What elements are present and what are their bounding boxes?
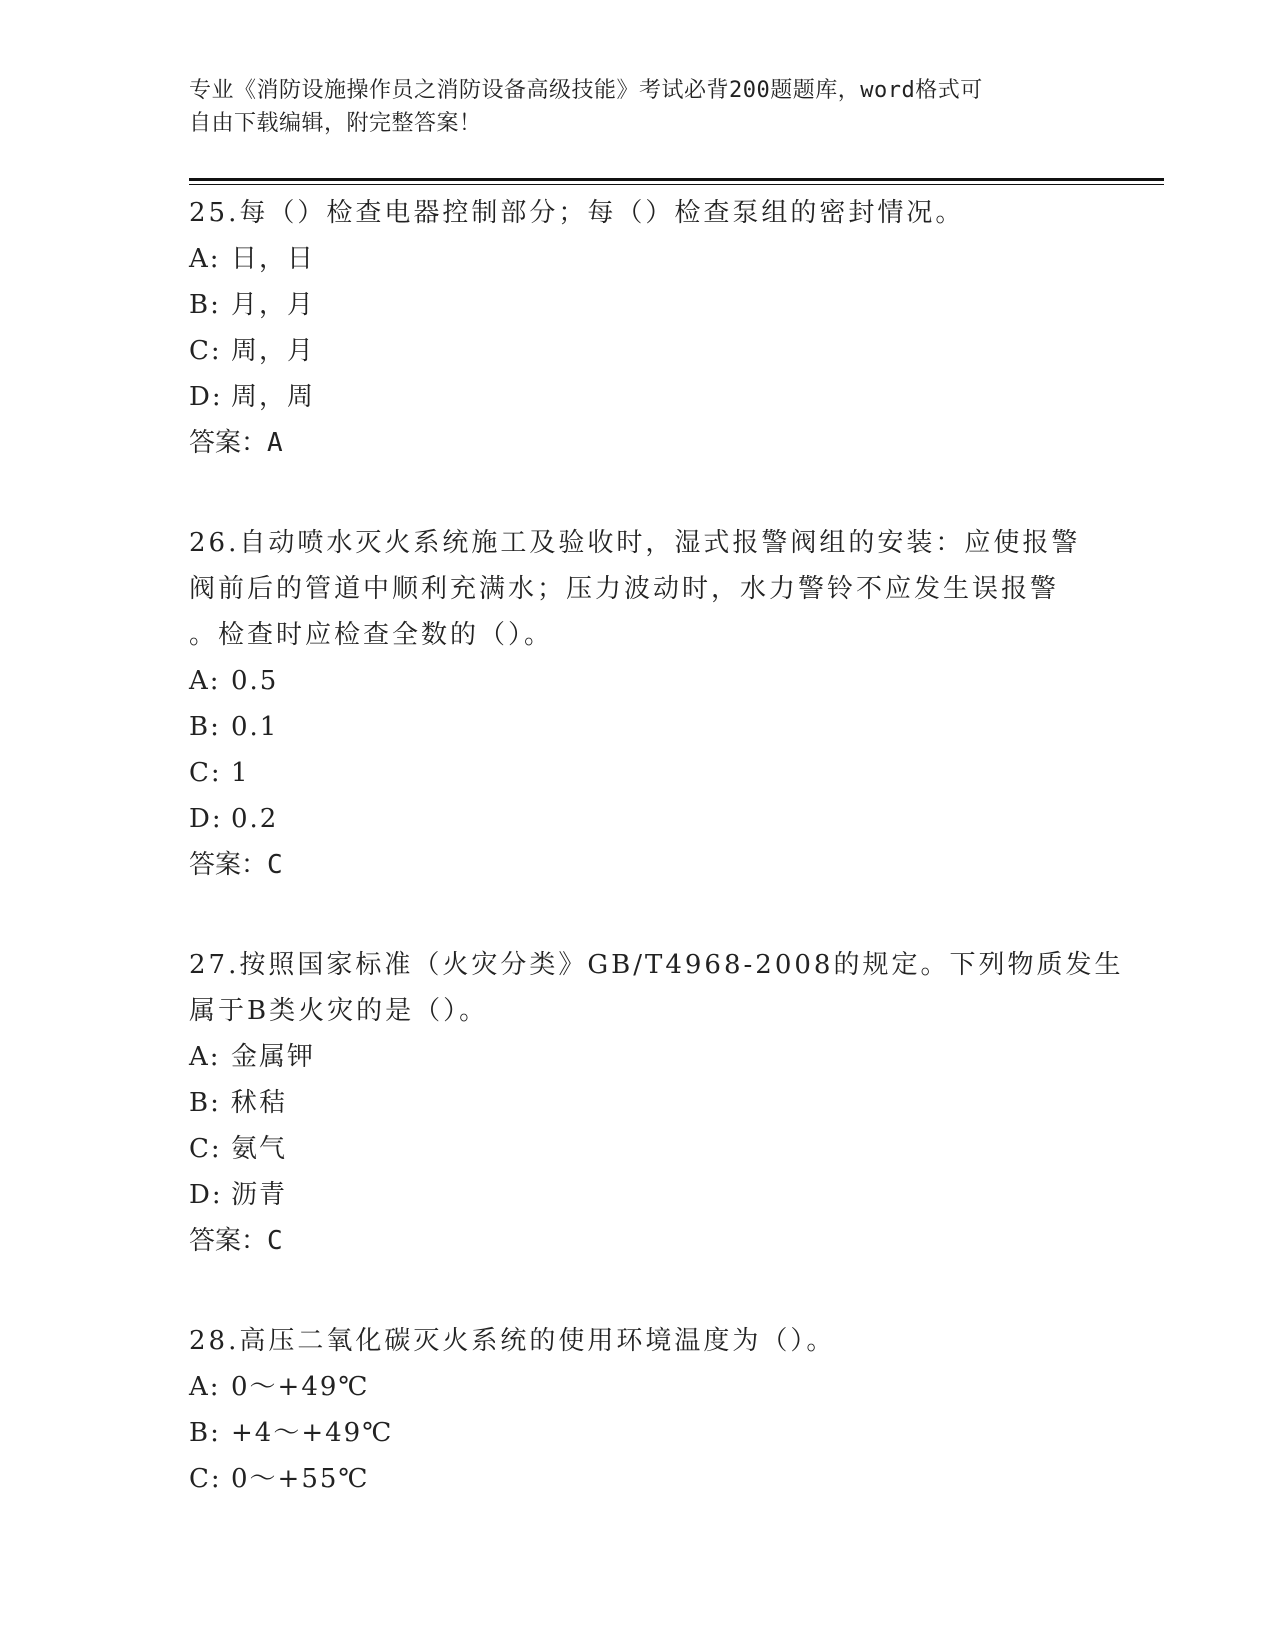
- question-text: 阀前后的管道中顺利充满水；压力波动时，水力警铃不应发生误报警: [189, 574, 1060, 604]
- option-letter: A:: [189, 666, 221, 696]
- question-28: [189, 1318, 1089, 1502]
- option-letter: D:: [189, 1180, 223, 1210]
- option-b: [189, 1080, 1089, 1126]
- option-c: [189, 1456, 1089, 1502]
- option-letter: C:: [189, 758, 222, 788]
- option-letter: A:: [189, 1372, 221, 1402]
- answer-line: 答案：A: [189, 428, 283, 458]
- answer-line: 答案：C: [189, 1226, 283, 1256]
- option-text: 氨气: [231, 1134, 288, 1164]
- option-text: 0.2: [231, 804, 279, 834]
- option-b: [189, 704, 1089, 750]
- option-text: 周，月: [231, 336, 316, 366]
- option-text: 0.1: [231, 712, 279, 742]
- option-c: [189, 1126, 1089, 1172]
- question-text: 27.按照国家标准（火灾分类》GB/T4968-2008的规定。下列物质发生: [189, 950, 1124, 980]
- option-text: +4～+49℃: [231, 1418, 394, 1448]
- option-d: [189, 796, 1089, 842]
- option-b: [189, 282, 1089, 328]
- option-a: [189, 1364, 1089, 1410]
- option-a: [189, 658, 1089, 704]
- answer-line: 答案：C: [189, 850, 283, 880]
- option-letter: B:: [189, 712, 221, 742]
- question-text: 属于B类火灾的是（）。: [189, 996, 489, 1026]
- document-header: [189, 74, 1089, 140]
- option-text: 月，月: [231, 290, 316, 320]
- option-c: [189, 328, 1089, 374]
- option-text: 1: [231, 758, 250, 788]
- option-d: [189, 1172, 1089, 1218]
- header-line-2: 自由下载编辑，附完整答案！: [189, 111, 482, 136]
- option-a: [189, 1034, 1089, 1080]
- question-text: 。检查时应检查全数的（）。: [189, 620, 554, 650]
- option-letter: C:: [189, 336, 222, 366]
- option-text: 秫秸: [231, 1088, 288, 1118]
- option-letter: B:: [189, 290, 221, 320]
- question-25: [189, 190, 1089, 466]
- option-d: [189, 374, 1089, 420]
- question-list: [189, 190, 1124, 1556]
- option-letter: B:: [189, 1088, 221, 1118]
- option-text: 沥青: [231, 1180, 288, 1210]
- option-letter: D:: [189, 382, 223, 412]
- option-text: 0～+55℃: [231, 1464, 370, 1494]
- header-line-1: 专业《消防设施操作员之消防设备高级技能》考试必背200题题库，word格式可: [189, 78, 983, 103]
- header-divider-thin: [189, 184, 1164, 185]
- option-c: [189, 750, 1089, 796]
- option-letter: B:: [189, 1418, 221, 1448]
- option-letter: A:: [189, 244, 221, 274]
- option-text: 0.5: [231, 666, 279, 696]
- option-letter: D:: [189, 804, 223, 834]
- question-text: 26.自动喷水灭火系统施工及验收时，湿式报警阀组的安装：应使报警: [189, 528, 1081, 558]
- option-letter: C:: [189, 1464, 222, 1494]
- question-text: 25.每（）检查电器控制部分；每（）检查泵组的密封情况。: [189, 198, 965, 228]
- question-27: [189, 942, 1124, 1264]
- header-divider-thick: [189, 178, 1164, 181]
- option-letter: A:: [189, 1042, 221, 1072]
- option-text: 日，日: [231, 244, 316, 274]
- option-letter: C:: [189, 1134, 222, 1164]
- option-text: 金属钾: [231, 1042, 316, 1072]
- question-26: [189, 520, 1089, 888]
- question-text: 28.高压二氧化碳灭火系统的使用环境温度为（）。: [189, 1326, 836, 1356]
- option-text: 周，周: [231, 382, 316, 412]
- option-text: 0～+49℃: [231, 1372, 370, 1402]
- option-b: [189, 1410, 1089, 1456]
- option-a: [189, 236, 1089, 282]
